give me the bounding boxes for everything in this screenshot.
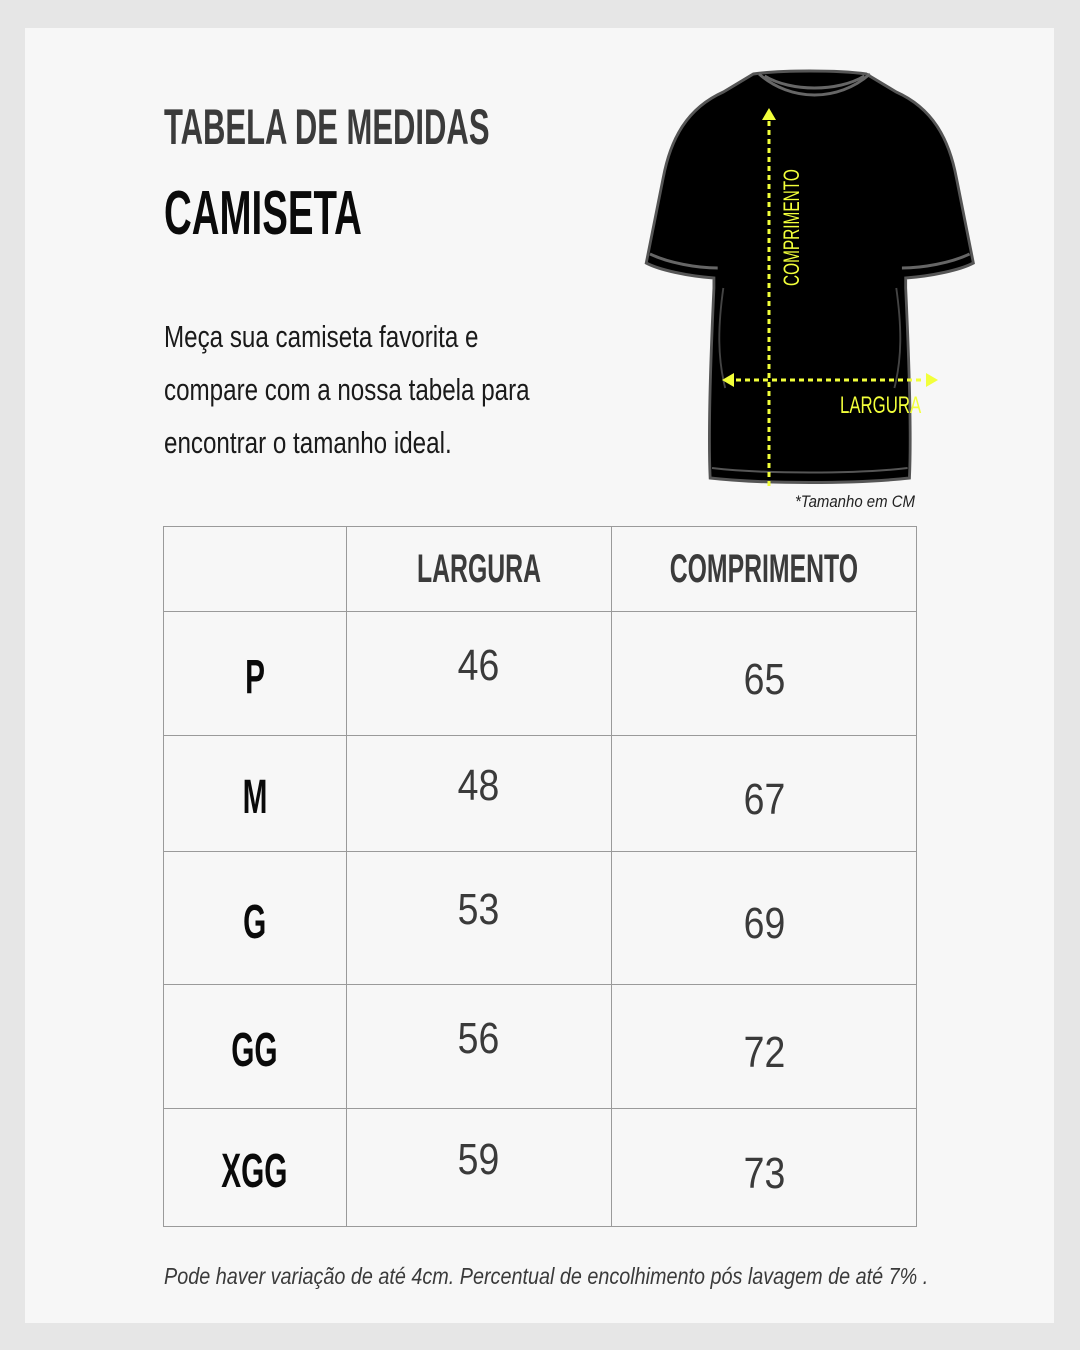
size-label: P xyxy=(244,651,265,704)
size-label: M xyxy=(242,771,268,824)
arrow-right-icon xyxy=(926,373,938,387)
largura-value: 53 xyxy=(458,885,500,934)
largura-cell xyxy=(346,736,612,852)
comprimento-value: 65 xyxy=(743,654,785,704)
largura-cell xyxy=(346,852,612,985)
size-cell xyxy=(164,852,347,985)
length-label: COMPRIMENTO xyxy=(780,169,805,286)
header-cell-largura xyxy=(346,527,612,612)
largura-cell xyxy=(346,1109,612,1227)
intro-line: Meça sua camiseta favorita e xyxy=(164,319,479,354)
largura-value: 48 xyxy=(458,760,500,810)
largura-cell xyxy=(346,985,612,1109)
largura-value: 56 xyxy=(458,1013,500,1063)
intro-line: compare com a nossa tabela para xyxy=(164,372,530,407)
intro-text xyxy=(164,310,601,469)
size-cell xyxy=(164,1109,347,1227)
table-row xyxy=(164,612,917,736)
comprimento-value: 69 xyxy=(743,899,785,948)
header-cell-size xyxy=(164,527,347,612)
intro-line: encontrar o tamanho ideal. xyxy=(164,425,452,460)
largura-cell xyxy=(346,612,612,736)
size-cell xyxy=(164,736,347,852)
comprimento-value: 73 xyxy=(743,1148,785,1198)
table-row xyxy=(164,1109,917,1227)
comprimento-cell xyxy=(612,1109,917,1227)
table-row xyxy=(164,985,917,1109)
size-label: G xyxy=(243,895,267,949)
footnote: Pode haver variação de até 4cm. Percentual de encolhimento pós lavagem de até 7% . xyxy=(164,1263,929,1289)
size-cell xyxy=(164,985,347,1109)
page-title: TABELA DE MEDIDAS xyxy=(164,99,490,155)
size-cell xyxy=(164,612,347,736)
column-header: COMPRIMENTO xyxy=(669,546,859,591)
width-label: LARGURA xyxy=(840,392,922,419)
table-header-row xyxy=(164,527,917,612)
tshirt-illustration xyxy=(646,71,973,483)
size-label: GG xyxy=(231,1024,278,1077)
header-cell-comprimento xyxy=(612,527,917,612)
comprimento-value: 72 xyxy=(743,1027,785,1077)
comprimento-cell xyxy=(612,612,917,736)
largura-value: 59 xyxy=(458,1134,500,1184)
size-label: XGG xyxy=(221,1145,288,1198)
column-header: LARGURA xyxy=(416,546,541,591)
table-row xyxy=(164,852,917,985)
size-chart-card xyxy=(25,28,1054,1323)
size-table xyxy=(163,526,917,1227)
product-name: CAMISETA xyxy=(164,179,362,248)
tshirt-measurement-diagram xyxy=(640,68,980,488)
unit-note: *Tamanho em CM xyxy=(794,492,915,511)
comprimento-cell xyxy=(612,985,917,1109)
comprimento-cell xyxy=(612,852,917,985)
largura-value: 46 xyxy=(458,640,500,690)
comprimento-cell xyxy=(612,736,917,852)
comprimento-value: 67 xyxy=(743,774,785,824)
table-row xyxy=(164,736,917,852)
